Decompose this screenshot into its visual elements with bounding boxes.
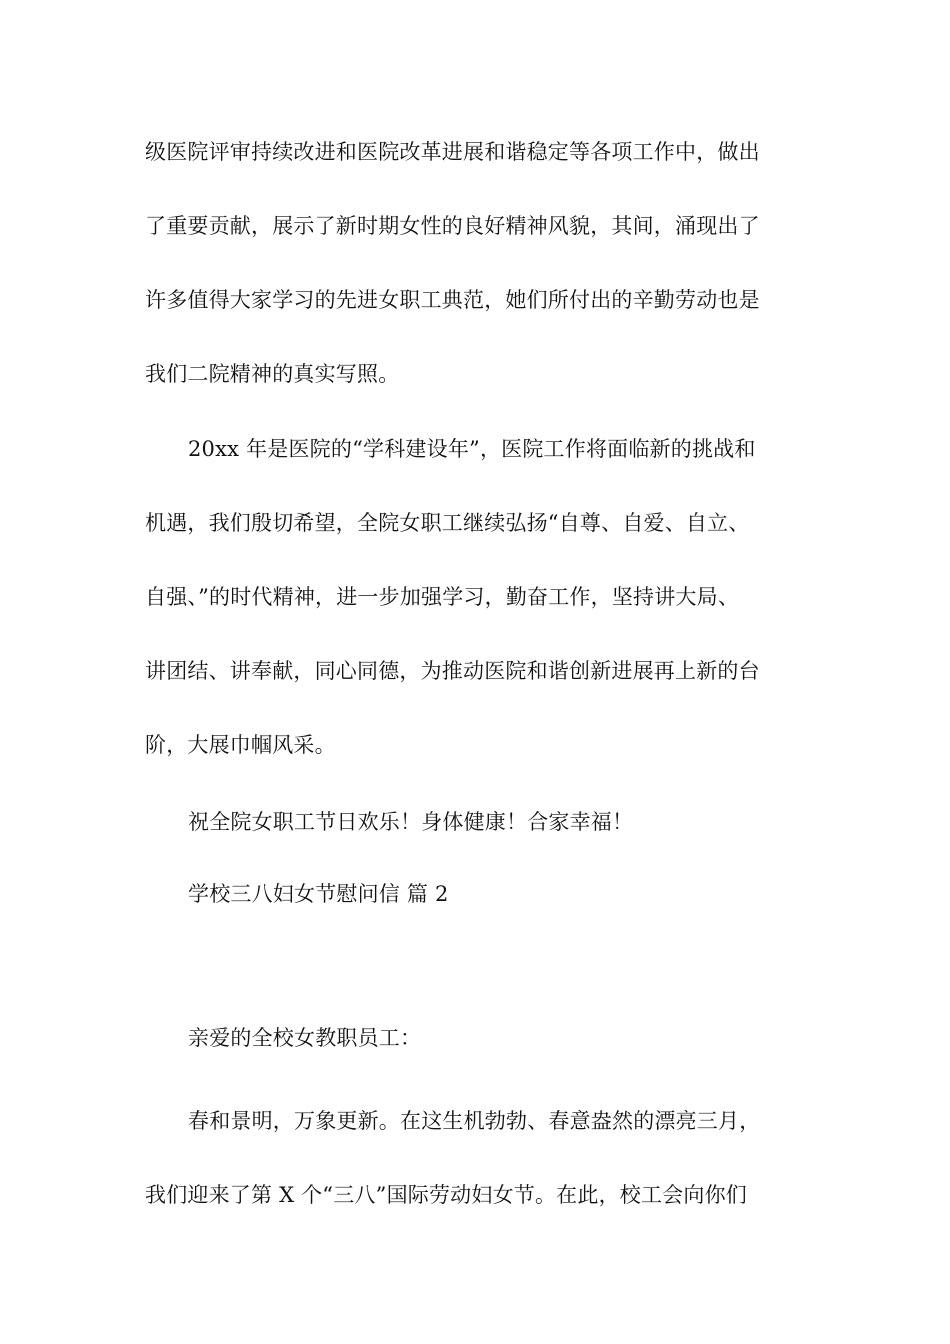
paragraph-2-line-1: 20xx 年是医院的“学科建设年”，医院工作将面临新的挑战和 bbox=[188, 437, 756, 461]
paragraph-1-line-1: 级医院评审持续改进和医院改革进展和谐稳定等各项工作中，做出 bbox=[145, 140, 760, 164]
paragraph-2-line-3: 自强、”的时代精神，进一步加强学习，勤奋工作，坚持讲大局、 bbox=[145, 585, 740, 609]
paragraph-2-line-2: 机遇，我们殷切希望，全院女职工继续弘扬“自尊、自爱、自立、 bbox=[145, 511, 750, 535]
paragraph-2-line-4: 讲团结、讲奉献，同心同德，为推动医院和谐创新进展再上新的台 bbox=[145, 659, 760, 683]
salutation-line: 亲爱的全校女教职员工： bbox=[188, 1026, 422, 1050]
paragraph-3-line-1: 春和景明，万象更新。在这生机勃勃、春意盎然的漂亮三月， bbox=[188, 1109, 761, 1133]
greeting-line: 祝全院女职工节日欢乐！身体健康！合家幸福！ bbox=[188, 810, 634, 834]
paragraph-1-line-2: 了重要贡献，展示了新时期女性的良好精神风貌，其间，涌现出了 bbox=[145, 214, 760, 238]
paragraph-1-line-3: 许多值得大家学习的先进女职工典范，她们所付出的辛勤劳动也是 bbox=[145, 288, 760, 312]
section-heading: 学校三八妇女节慰问信 篇 2 bbox=[188, 882, 449, 906]
paragraph-2-line-5: 阶，大展巾帼风采。 bbox=[145, 733, 336, 757]
paragraph-3-line-2: 我们迎来了第 X 个“三八”国际劳动妇女节。在此，校工会向你们 bbox=[145, 1183, 747, 1207]
paragraph-1-line-4: 我们二院精神的真实写照。 bbox=[145, 362, 400, 386]
